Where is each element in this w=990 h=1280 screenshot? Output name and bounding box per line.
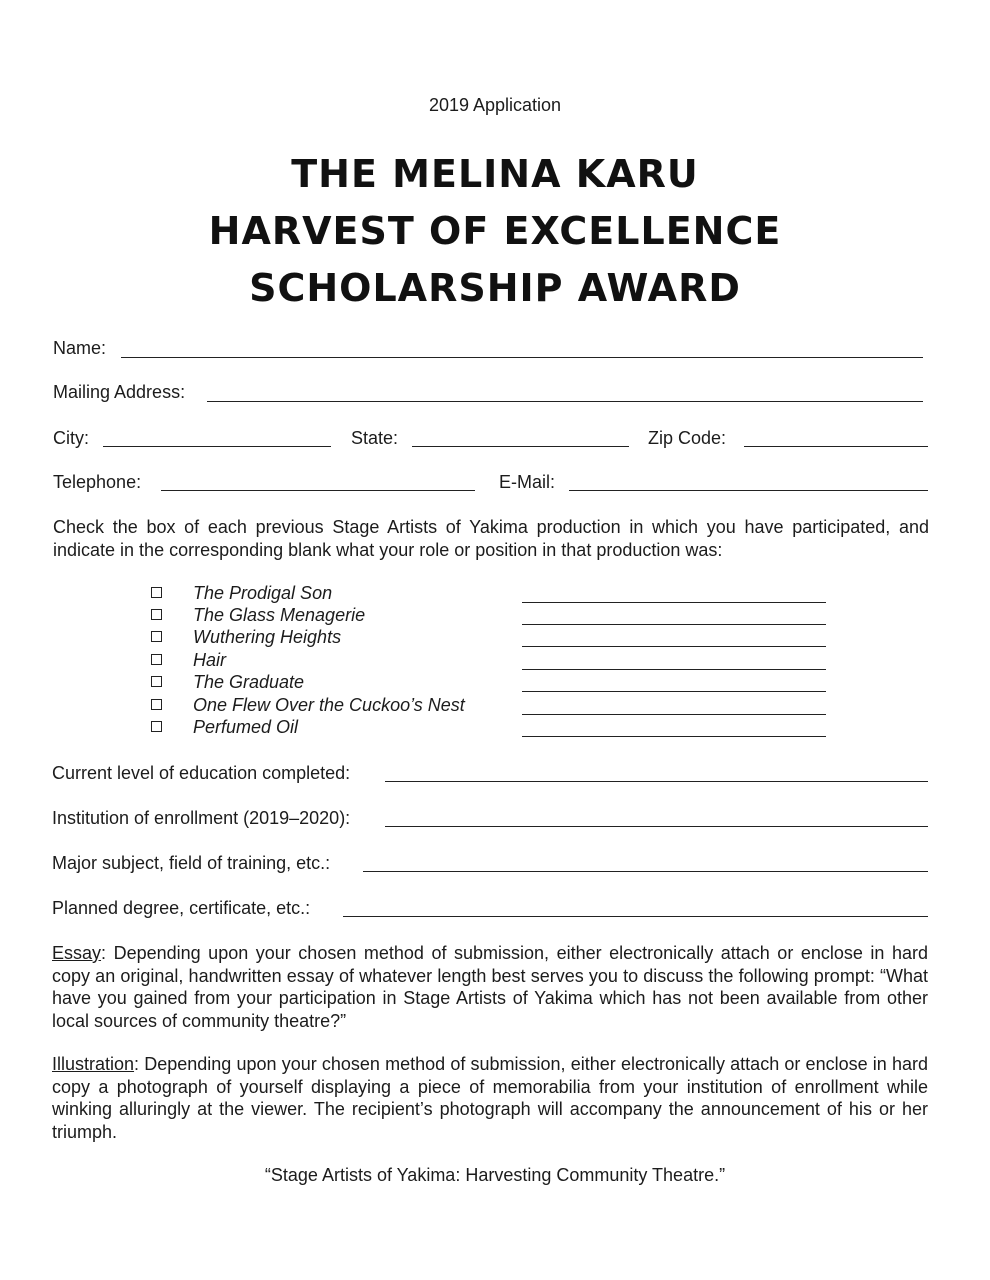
email-label: E-Mail: xyxy=(499,472,556,492)
degree-label: Planned degree, certificate, etc.: xyxy=(52,898,311,918)
essay-paragraph xyxy=(52,942,928,1032)
motto: “Stage Artists of Yakima: Harvesting Community Theatre.” xyxy=(264,1165,726,1185)
production-row xyxy=(151,717,831,739)
institution-label: Institution of enrollment (2019–2020): xyxy=(52,808,351,828)
education-level-label: Current level of education completed: xyxy=(52,763,351,783)
title-line-2: HARVEST OF EXCELLENCE xyxy=(208,209,782,253)
production-row xyxy=(151,627,831,649)
production-role-field[interactable] xyxy=(522,669,826,670)
production-role-field[interactable] xyxy=(522,691,826,692)
production-role-field[interactable] xyxy=(522,646,826,647)
degree-field[interactable] xyxy=(343,916,928,917)
city-field[interactable] xyxy=(103,446,331,447)
state-field[interactable] xyxy=(412,446,629,447)
telephone-label: Telephone: xyxy=(53,472,142,492)
productions-instructions: Check the box of each previous Stage Artists of Yakima production in which you have participated, and indicate in the corresponding blank what your role or position in that production was: xyxy=(53,517,929,560)
production-title: The Glass Menagerie xyxy=(193,605,366,625)
production-checkbox[interactable] xyxy=(151,654,162,665)
production-checkbox[interactable] xyxy=(151,676,162,687)
production-checkbox[interactable] xyxy=(151,699,162,710)
city-label: City: xyxy=(53,428,89,448)
education-level-field[interactable] xyxy=(385,781,928,782)
illustration-text: : Depending upon your chosen method of submission, either electronically attach or enclose in hard copy a photograph of yourself displaying a piece of memorabilia from your institution of enrollment while winking alluringly at the viewer. The recipient’s photograph will accompany the announcement of his or her triumph. xyxy=(52,1054,928,1142)
production-title: One Flew Over the Cuckoo’s Nest xyxy=(193,695,465,715)
production-checkbox[interactable] xyxy=(151,609,162,620)
production-title: The Prodigal Son xyxy=(193,583,333,603)
state-label: State: xyxy=(351,428,399,448)
essay-heading: Essay xyxy=(52,943,102,963)
production-title: Hair xyxy=(193,650,227,670)
telephone-field[interactable] xyxy=(161,490,475,491)
zip-field[interactable] xyxy=(744,446,928,447)
name-label: Name: xyxy=(53,338,107,358)
production-row xyxy=(151,583,831,605)
name-field[interactable] xyxy=(121,357,923,358)
production-row xyxy=(151,695,831,717)
production-checkbox[interactable] xyxy=(151,631,162,642)
production-role-field[interactable] xyxy=(522,714,826,715)
zip-label: Zip Code: xyxy=(648,428,727,448)
production-title: Wuthering Heights xyxy=(193,627,342,647)
mailing-address-field[interactable] xyxy=(207,401,923,402)
illustration-heading: Illustration xyxy=(52,1054,135,1074)
production-checkbox[interactable] xyxy=(151,721,162,732)
title-line-3: SCHOLARSHIP AWARD xyxy=(249,266,741,310)
major-field[interactable] xyxy=(363,871,928,872)
production-role-field[interactable] xyxy=(522,624,826,625)
production-row xyxy=(151,605,831,627)
mailing-address-label: Mailing Address: xyxy=(53,382,186,402)
production-role-field[interactable] xyxy=(522,736,826,737)
application-year: 2019 Application xyxy=(428,95,562,115)
title-line-1: THE MELINA KARU xyxy=(291,152,699,196)
production-row xyxy=(151,672,831,694)
major-label: Major subject, field of training, etc.: xyxy=(52,853,331,873)
email-field[interactable] xyxy=(569,490,928,491)
essay-text: : Depending upon your chosen method of submission, either electronically attach or enclose in hard copy an original, handwritten essay of whatever length best serves you to discuss the following prompt: “What have you gained from your participation in Stage Artists of Yakima which has not been available from other local sources of community theatre?” xyxy=(52,943,928,1031)
institution-field[interactable] xyxy=(385,826,928,827)
illustration-paragraph xyxy=(52,1053,928,1143)
production-title: Perfumed Oil xyxy=(193,717,299,737)
production-title: The Graduate xyxy=(193,672,305,692)
production-role-field[interactable] xyxy=(522,602,826,603)
production-checkbox[interactable] xyxy=(151,587,162,598)
production-row xyxy=(151,650,831,672)
